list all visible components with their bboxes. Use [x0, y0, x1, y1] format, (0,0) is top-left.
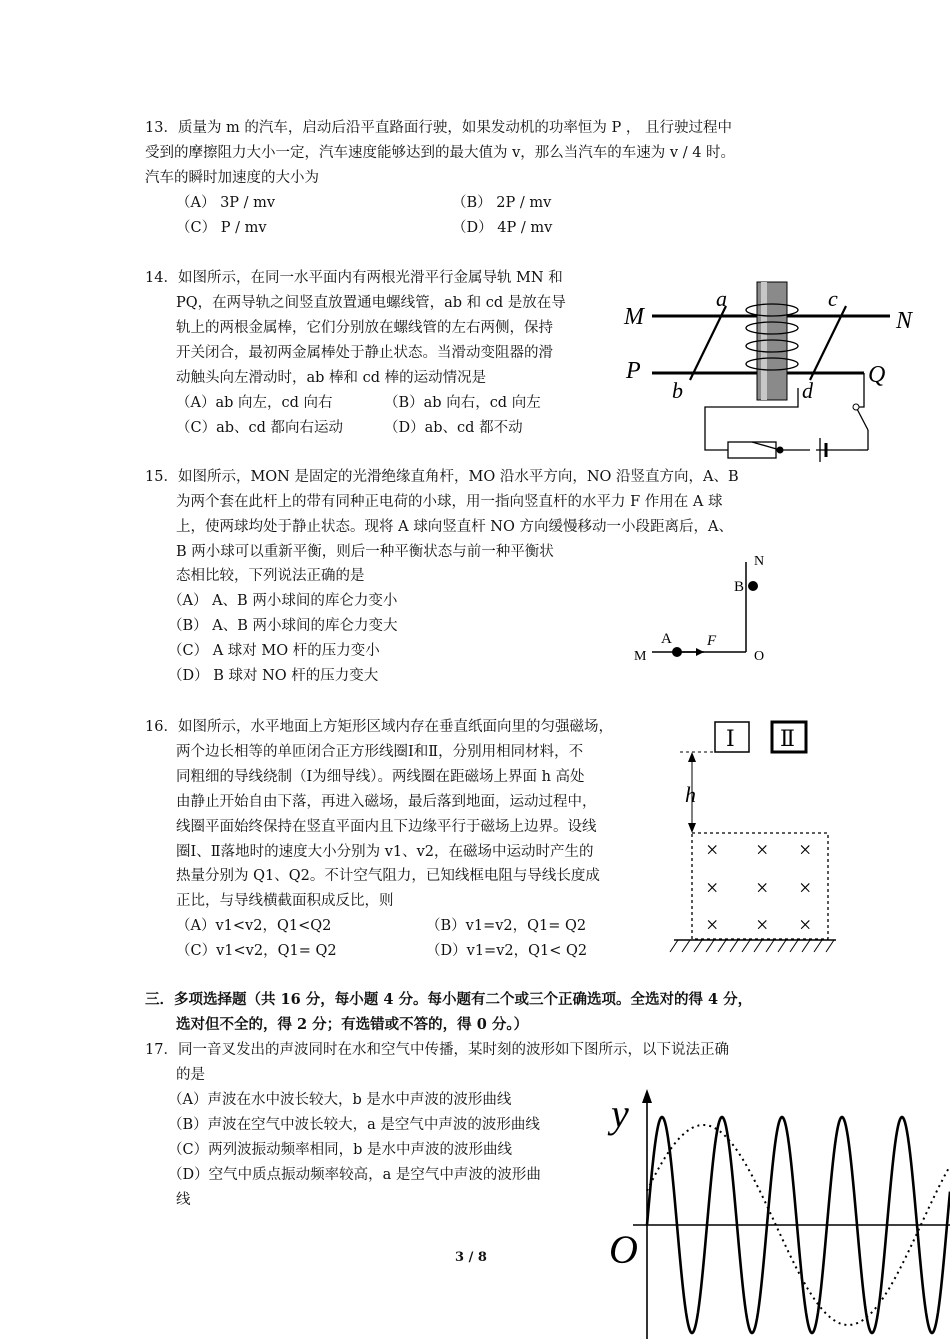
q15-option-b: （B） A、B 两小球间的库仑力变大	[168, 618, 398, 634]
svg-text:×: ×	[756, 912, 769, 937]
field-crosses	[706, 837, 811, 937]
q17-option-d-cont: 线	[176, 1192, 191, 1208]
label-O: O	[754, 649, 765, 664]
q13-line-2: 受到的摩擦阻力大小一定，汽车速度能够达到的最大值为 v，那么当汽车的车速为 v / 4 时。	[145, 145, 736, 161]
q14-option-a: （A）ab 向左，cd 向右	[176, 395, 333, 411]
label-M: M	[624, 304, 644, 330]
q14-line-1: 14．如图所示，在同一水平面内有两根光滑平行金属导轨 MN 和	[145, 270, 563, 286]
q15-line-4: B 两小球可以重新平衡，则后一种平衡状态与前一种平衡状	[176, 544, 554, 560]
q14-option-c: （C）ab、cd 都向右运动	[176, 420, 344, 436]
rails-solenoid-figure	[620, 280, 920, 470]
label-O: O	[609, 1227, 638, 1272]
label-b: b	[672, 378, 683, 403]
svg-text:×: ×	[706, 912, 719, 937]
label-coil-2: Ⅱ	[780, 726, 795, 751]
q15-line-5: 态相比较，下列说法正确的是	[176, 568, 365, 584]
q16-option-d: （D）v1=v2，Q1< Q2	[426, 943, 588, 959]
label-N: N	[896, 308, 913, 334]
q16-option-c: （C）v1<v2，Q1= Q2	[176, 943, 337, 959]
label-A: A	[661, 631, 672, 647]
label-P: P	[626, 358, 641, 384]
q15-line-2: 为两个套在此杆上的带有同种正电荷的小球，用一指向竖直杆的水平力 F 作用在 A 球	[176, 494, 723, 510]
svg-text:×: ×	[799, 875, 812, 900]
q14-option-b: （B）ab 向右，cd 向左	[384, 395, 541, 411]
label-h: h	[685, 782, 696, 807]
magnetic-field-figure	[670, 712, 840, 957]
q16-line-6: 圈Ⅰ、Ⅱ落地时的速度大小分别为 v1、v2，在磁场中运动时产生的	[176, 844, 594, 860]
q14-option-d: （D）ab、cd 都不动	[384, 420, 523, 436]
svg-text:×: ×	[799, 912, 812, 937]
q14-line-2: PQ，在两导轨之间竖直放置通电螺线管，ab 和 cd 是放在导	[176, 295, 566, 311]
q17-line-1: 17．同一音叉发出的声波同时在水和空气中传播，某时刻的波形如下图所示，以下说法正确	[145, 1042, 729, 1058]
label-B: B	[734, 579, 745, 595]
svg-text:×: ×	[756, 837, 769, 862]
q14-line-3: 轨上的两根金属棒，它们分别放在螺线管的左右两侧，保持	[176, 320, 553, 336]
label-N: N	[754, 554, 765, 569]
label-Q: Q	[868, 362, 886, 388]
q17-option-d: （D）空气中质点振动频率较高，a 是空气中声波的波形曲	[168, 1167, 541, 1183]
q14-line-4: 开关闭合，最初两金属棒处于静止状态。当滑动变阻器的滑	[176, 345, 553, 361]
q13-line-1: 13．质量为 m 的汽车，启动后沿平直路面行驶，如果发动机的功率恒为 P ， 且行驶过程中	[145, 120, 732, 136]
q16-line-4: 由静止开始自由下落，再进入磁场，最后落到地面，运动过程中，	[176, 794, 597, 810]
q17-line-2: 的是	[176, 1067, 205, 1083]
q16-line-8: 正比，与导线横截面积成反比，则	[176, 893, 394, 909]
q15-option-a: （A） A、B 两小球间的库仑力变小	[168, 593, 398, 609]
svg-text:×: ×	[756, 875, 769, 900]
q16-line-5: 线圈平面始终保持在竖直平面内且下边缘平行于磁场上边界。设线	[176, 819, 597, 835]
q16-line-2: 两个边长相等的单匝闭合正方形线圈Ⅰ和Ⅱ，分别用相同材料，不	[176, 744, 584, 760]
page-number: 3 / 8	[455, 1250, 487, 1265]
label-d: d	[802, 378, 813, 403]
svg-text:×: ×	[706, 837, 719, 862]
label-M: M	[634, 649, 647, 664]
section-3-heading-line-2: 选对但不全的，得 2 分；有选错或不答的，得 0 分。）	[176, 1016, 529, 1033]
q16-option-b: （B）v1=v2，Q1= Q2	[426, 918, 587, 934]
q13-option-d: （D） 4P / mv	[452, 220, 553, 236]
q16-option-a: （A）v1<v2，Q1<Q2	[176, 918, 332, 934]
q16-line-3: 同粗细的导线绕制（Ⅰ为细导线）。两线圈在距磁场上界面 h 高处	[176, 769, 585, 785]
label-F: F	[707, 633, 717, 649]
label-coil-1: Ⅰ	[726, 726, 735, 751]
q13-option-b: （B） 2P / mv	[452, 195, 552, 211]
q13-option-c: （C） P / mv	[176, 220, 267, 236]
svg-text:×: ×	[799, 837, 812, 862]
q15-line-3: 上，使两球均处于静止状态。现将 A 球向竖直杆 NO 方向缓慢移动一小段距离后，A、	[176, 519, 733, 535]
right-angle-rod-figure	[630, 548, 780, 668]
label-a: a	[716, 286, 727, 311]
q13-line-3: 汽车的瞬时加速度的大小为	[145, 170, 319, 186]
label-y: y	[611, 1091, 629, 1136]
q17-option-b: （B）声波在空气中波长较大，a 是空气中声波的波形曲线	[168, 1117, 540, 1133]
q15-option-c: （C） A 球对 MO 杆的压力变小	[168, 643, 380, 659]
section-3-heading-line-1: 三．多项选择题（共 16 分，每小题 4 分。每小题有二个或三个正确选项。全选对的得 4 分，	[145, 991, 753, 1008]
svg-text:×: ×	[706, 875, 719, 900]
q16-line-1: 16．如图所示，水平地面上方矩形区域内存在垂直纸面向里的匀强磁场，	[145, 719, 613, 735]
q15-option-d: （D） B 球对 NO 杆的压力变大	[168, 668, 379, 684]
q14-line-5: 动触头向左滑动时，ab 棒和 cd 棒的运动情况是	[176, 370, 487, 386]
label-c: c	[828, 286, 838, 311]
q17-option-c: （C）两列波振动频率相同，b 是水中声波的波形曲线	[168, 1142, 512, 1158]
q16-line-7: 热量分别为 Q1、Q2。不计空气阻力，已知线框电阻与导线长度成	[176, 868, 600, 884]
wave-graph-figure	[605, 1085, 950, 1340]
q17-option-a: （A）声波在水中波长较大，b 是水中声波的波形曲线	[168, 1092, 512, 1108]
q15-line-1: 15．如图所示，MON 是固定的光滑绝缘直角杆，MO 沿水平方向，NO 沿竖直方向，A、B	[145, 469, 739, 485]
q13-option-a: （A） 3P / mv	[176, 195, 276, 211]
